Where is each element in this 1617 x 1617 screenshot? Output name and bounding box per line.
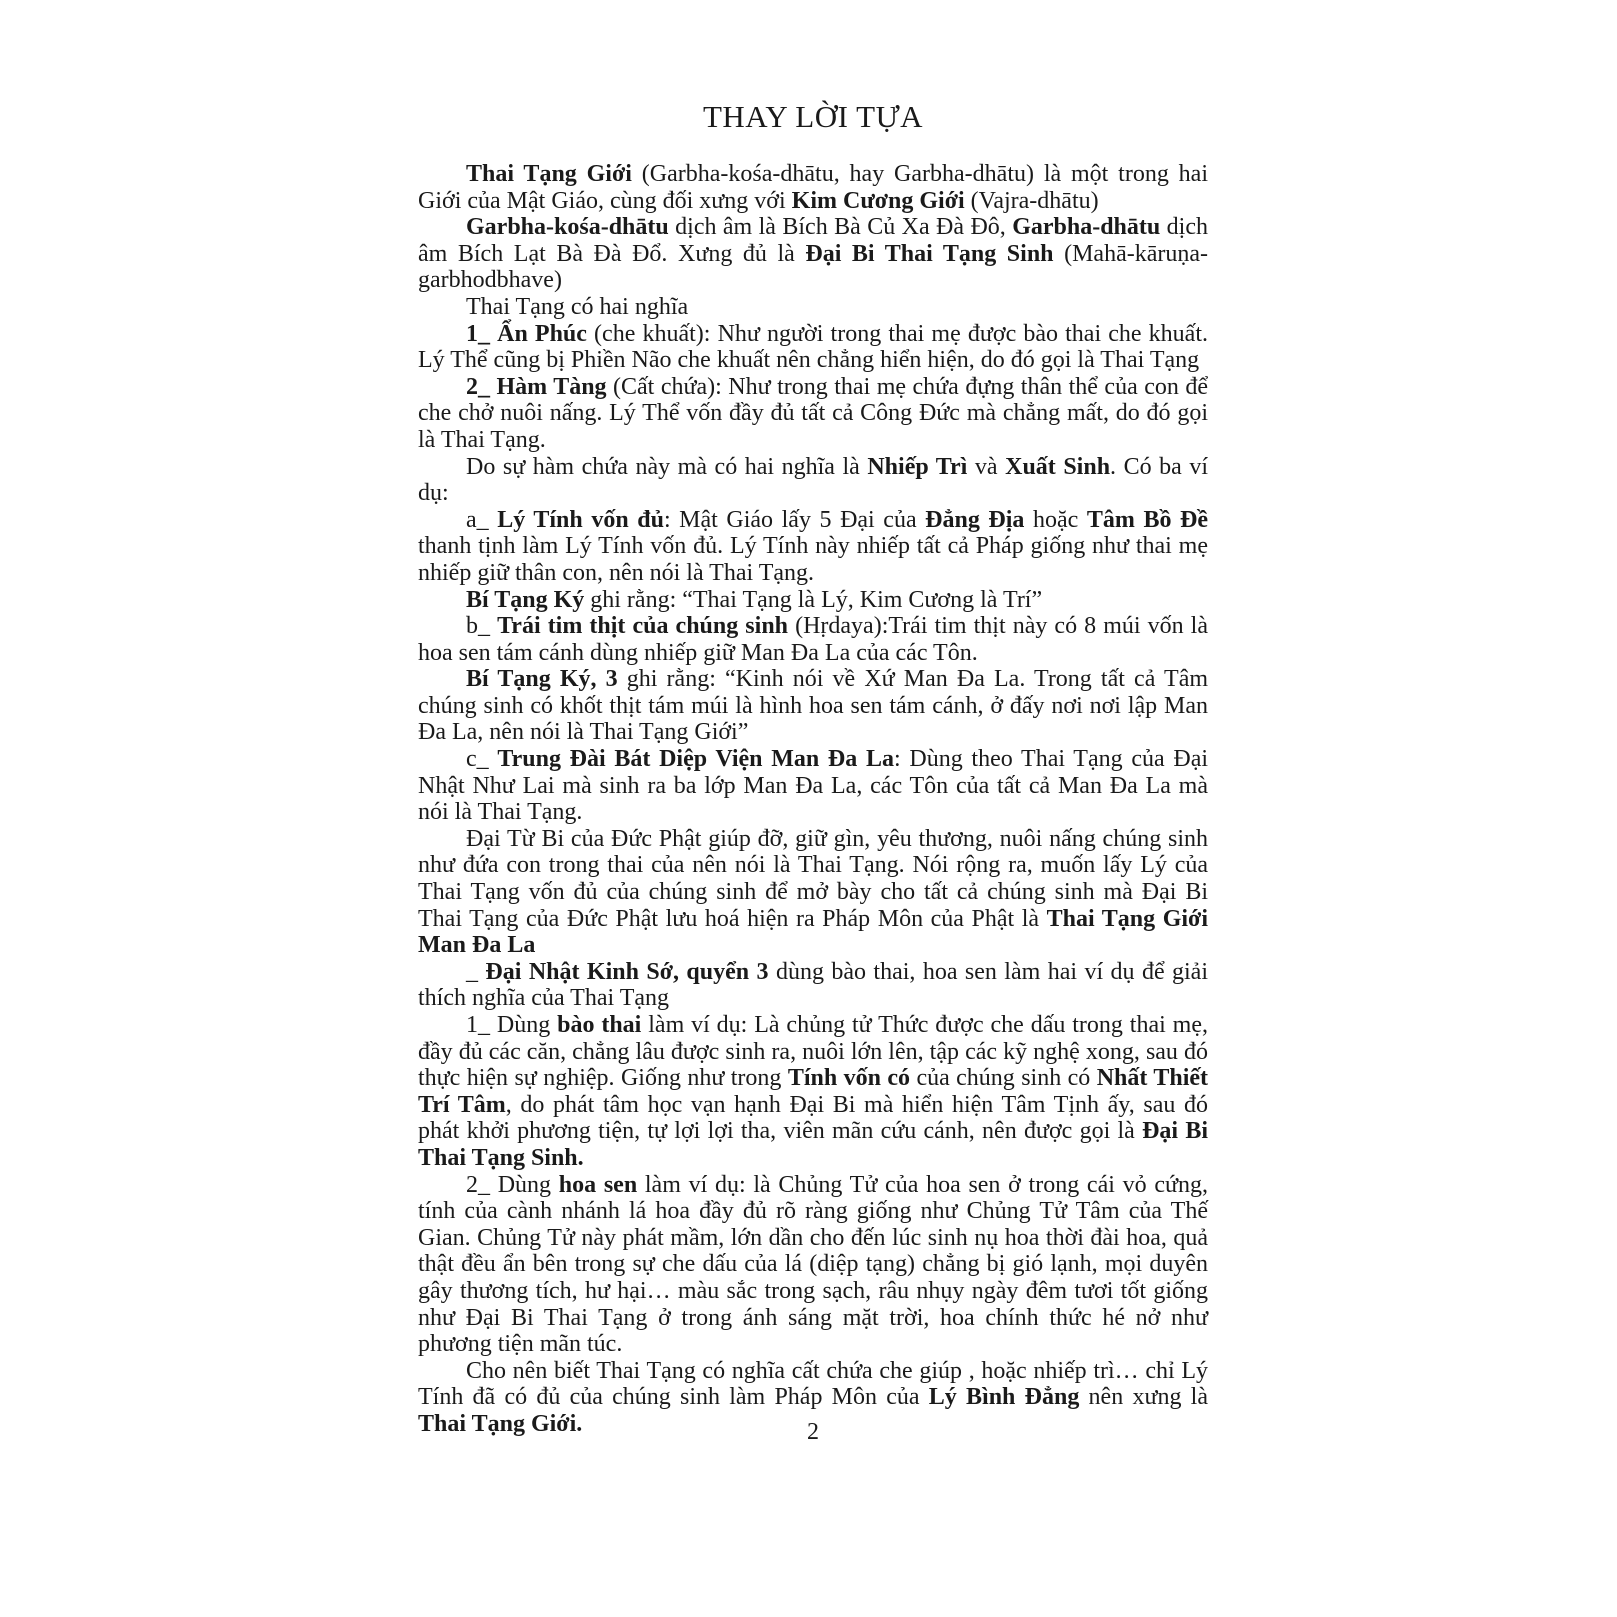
text-run: dùng bào thai, hoa sen làm hai ví dụ để giải thích nghĩa của Thai Tạng <box>418 958 1208 1012</box>
paragraph <box>418 214 1208 294</box>
paragraph <box>418 454 1208 507</box>
text-run: , do phát tâm học vạn hạnh Đại Bi mà hiển hiện Tâm Tịnh ấy, sau đó phát khởi phương tiện, tự lợi lợi tha, viên mãn cứu cánh, nên được gọi là <box>418 1091 1208 1145</box>
text-run: thanh tịnh làm Lý Tính vốn đủ. Lý Tính này nhiếp tất cả Pháp giống như thai mẹ nhiếp giữ thân con, nên nói là Thai Tạng. <box>418 533 1208 586</box>
bold-text-run: Thai Tạng Giới <box>466 161 632 187</box>
paragraph <box>418 321 1208 374</box>
bold-text-run: Bí Tạng Ký, 3 <box>466 666 618 693</box>
paragraph <box>418 1172 1208 1358</box>
text-run: (Mahā-kāruṇa-garbhodbhave) <box>418 240 1209 294</box>
text-run: (Garbha-kośa-dhātu, hay Garbha-dhātu) là một trong hai Giới của Mật Giáo, cùng đối xưng với <box>418 161 1208 214</box>
paragraph <box>418 1012 1208 1172</box>
text-run: làm ví dụ: là Chủng Tử của hoa sen ở trong cái vỏ cứng, tính của cành nhánh lá hoa đầy đủ rõ ràng giống như Chủng Tử Tâm của Thế Gian. Chủng Tử này phát mầm, lớn dần cho đến lúc sinh nụ hoa thời đài hoa, quả thật đều ẩn bên trong sự che dấu của lá (diệp tạng) chẳng bị gió lạnh, mọi duyên gây thương tích, hư hại… màu sắc trong sạch, râu nhụy ngày đêm tươi tốt giống như Đại Bi Thai Tạng ở trong ánh sáng mặt trời, hoa chính thức hé nở như phương tiện mãn túc. <box>418 1171 1208 1358</box>
bold-text-run: 1_ Ẩn Phúc <box>466 320 587 347</box>
text-run: 2_ Dùng <box>466 1171 559 1198</box>
text-run: và <box>967 453 1006 480</box>
text-run: Thai Tạng có hai nghĩa <box>466 293 689 320</box>
text-run: nên xưng là <box>1079 1384 1209 1411</box>
text-run: c_ <box>466 746 498 773</box>
text-run: của chúng sinh có <box>910 1065 1097 1092</box>
paragraph <box>418 613 1208 666</box>
bold-text-run: Trái tim thịt của chúng sinh <box>497 613 789 640</box>
bold-text-run: Đại Bi Thai Tạng Sinh <box>805 240 1054 267</box>
text-run: _ <box>466 958 486 985</box>
page-title: THAY LỜI TỰA <box>702 99 924 134</box>
bold-text-run: Lý Bình Đẳng <box>928 1384 1080 1411</box>
bold-text-run: Kim Cương Giới <box>791 187 965 214</box>
text-run: b_ <box>466 613 498 640</box>
text-run: (Vajra-dhātu) <box>964 187 1099 214</box>
paragraph <box>418 294 1208 321</box>
text-run: ghi rằng: “Thai Tạng là Lý, Kim Cương là Trí” <box>584 586 1043 613</box>
bold-text-run: Bí Tạng Ký <box>466 586 585 613</box>
text-run: : Mật Giáo lấy 5 Đại của <box>663 506 926 533</box>
paragraph <box>418 587 1208 614</box>
bold-text-run: Tâm Bồ Đề <box>1086 506 1209 533</box>
bold-text-run: Trung Đài Bát Diệp Viện Man Đa La <box>497 746 894 773</box>
bold-text-run: Đẳng Địa <box>925 506 1025 533</box>
text-run: : Dùng theo Thai Tạng của Đại Nhật Như Lai mà sinh ra ba lớp Man Đa La, các Tôn của tất cả Man Đa La mà nói là Thai Tạng. <box>418 746 1209 826</box>
text-run: (Hṛdaya):Trái tim thịt này có 8 múi vốn là hoa sen tám cánh dùng nhiếp giữ Man Đa La của các Tôn. <box>418 613 1208 666</box>
paragraph <box>418 826 1208 959</box>
text-run: dịch âm Bích Lạt Bà Đà Đổ. Xưng đủ là <box>418 214 1208 267</box>
paragraph <box>418 374 1208 454</box>
text-run: . Có ba ví dụ: <box>418 453 1209 507</box>
text-run: Cho nên biết Thai Tạng có nghĩa cất chứa che giúp , hoặc nhiếp trì… chỉ Lý Tính đã có đủ của chúng sinh làm Pháp Môn của <box>418 1357 1208 1411</box>
bold-text-run: Đại Nhật Kinh Sớ, quyển 3 <box>485 958 769 985</box>
bold-text-run: Nhiếp Trì <box>867 453 968 480</box>
bold-text-run: 2_ Hàm Tàng <box>466 373 607 400</box>
bold-text-run: Tính vốn có <box>787 1065 911 1092</box>
paragraph <box>418 666 1208 746</box>
text-run: làm ví dụ: Là chủng tử Thức được che dấu trong thai mẹ, đầy đủ các căn, chẳng lâu được sinh ra, nuôi lớn lên, tập các kỹ nghệ xong, sau đó thực hiện sự nghiệp. Giống như trong <box>418 1012 1208 1092</box>
text-run: 1_ Dùng <box>466 1012 558 1038</box>
paragraph <box>418 959 1208 1012</box>
text-run: a_ <box>466 506 498 533</box>
bold-text-run: Thai Tạng Giới. <box>418 1410 583 1437</box>
paragraph <box>418 507 1208 587</box>
bold-text-run: Nhất Thiết Trí Tâm <box>418 1065 1209 1118</box>
document-body <box>418 161 1208 1438</box>
bold-text-run: Xuất Sinh <box>1005 453 1111 480</box>
bold-text-run: Đại Bi Thai Tạng Sinh. <box>418 1118 1208 1171</box>
bold-text-run: hoa sen <box>558 1171 638 1198</box>
text-run: ghi rằng: “Kinh nói về Xứ Man Đa La. Trong tất cả Tâm chúng sinh có khốt thịt tám múi là hình hoa sen tám cánh, ở đấy nơi nơi lập Man Đa La, nên nói là Thai Tạng Giới” <box>418 666 1209 746</box>
paragraph <box>418 746 1208 826</box>
text-run: hoặc <box>1024 506 1087 533</box>
bold-text-run: Garbha-dhātu <box>1012 214 1161 241</box>
bold-text-run: Lý Tính vốn đủ <box>497 506 664 533</box>
text-run: dịch âm là Bích Bà Củ Xa Đà Đô, <box>668 214 1013 241</box>
text-run: Do sự hàm chứa này mà có hai nghĩa là <box>466 453 868 480</box>
bold-text-run: bào thai <box>557 1012 642 1038</box>
bold-text-run: Garbha-kośa-dhātu <box>466 214 669 241</box>
page-number: 2 <box>807 1419 819 1445</box>
text-run: (Cất chứa): Như trong thai mẹ chứa đựng thân thể của con để che chở nuôi nấng. Lý Thể vốn đầy đủ tất cả Công Đức mà chẳng mất, do đó gọi là Thai Tạng. <box>418 373 1208 453</box>
text-run: Đại Từ Bi của Đức Phật giúp đỡ, giữ gìn, yêu thương, nuôi nấng chúng sinh như đứa con trong thai của nên nói là Thai Tạng. Nói rộng ra, muốn lấy Lý của Thai Tạng vốn đủ của chúng sinh để mở bày cho tất cả chúng sinh mà Đại Bi Thai Tạng của Đức Phật lưu hoá hiện ra Pháp Môn của Phật là <box>418 825 1208 932</box>
text-run: (che khuất): Như người trong thai mẹ được bào thai che khuất. Lý Thể cũng bị Phiền Não che khuất nên chẳng hiển hiện, do đó gọi là Thai Tạng <box>418 320 1208 374</box>
paragraph <box>418 161 1208 214</box>
bold-text-run: Thai Tạng Giới Man Đa La <box>418 905 1208 959</box>
